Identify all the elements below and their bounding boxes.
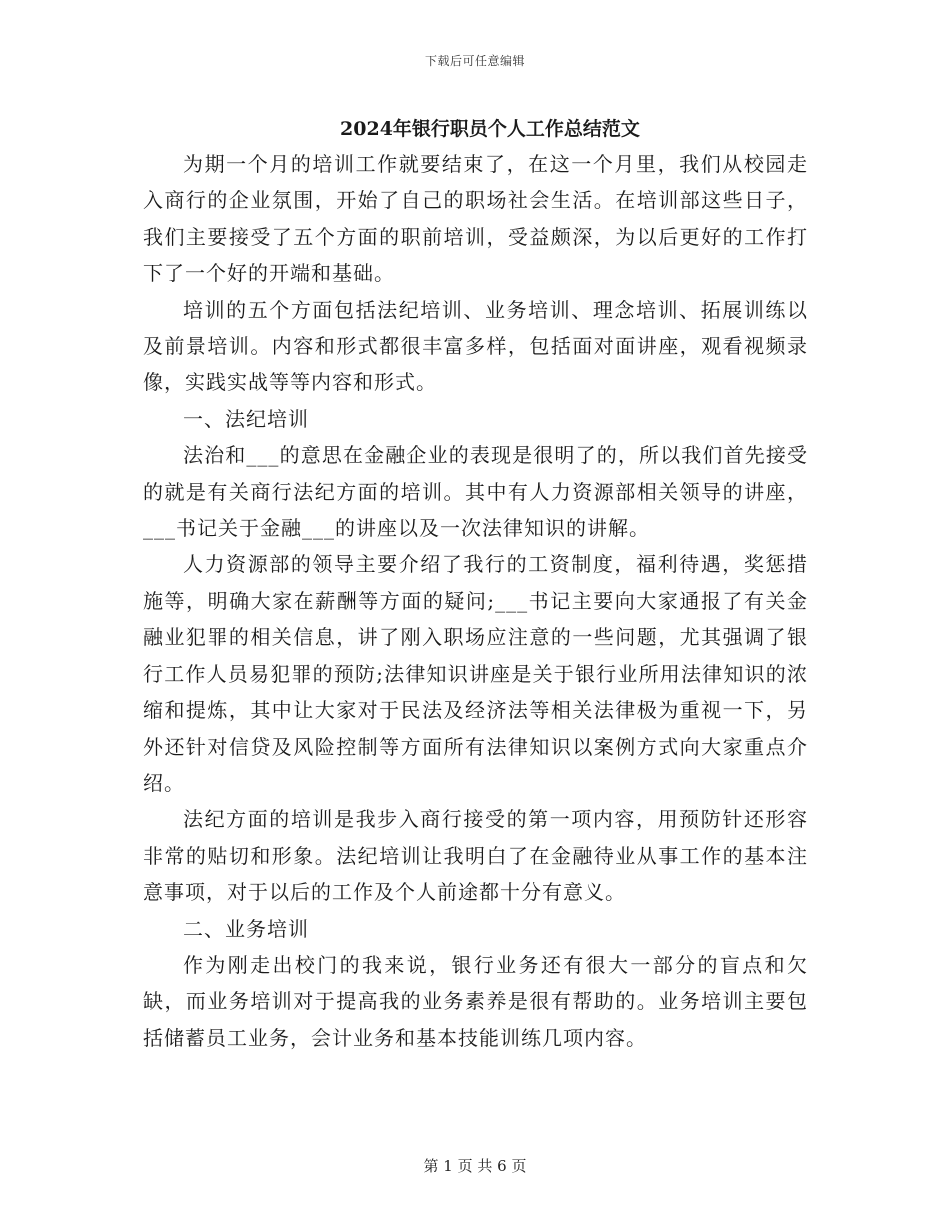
paragraph-law-3: 法纪方面的培训是我步入商行接受的第一项内容，用预防针还形容非常的贴切和形象。法纪培训让我明白了在金融待业从事工作的基本注意事项，对于以后的工作及个人前途都十分有意义。: [143, 807, 808, 905]
paragraph-overview: 培训的五个方面包括法纪培训、业务培训、理念培训、拓展训练以及前景培训。内容和形式都很丰富多样，包括面对面讲座，观看视频录像，实践实战等等内容和形式。: [143, 297, 808, 395]
paragraph-law-2: 人力资源部的领导主要介绍了我行的工资制度，福利待遇，奖惩措施等，明确大家在薪酬等方面的疑问;___书记主要向大家通报了有关金融业犯罪的相关信息，讲了刚入职场应注意的一些问题，尤其强调了银行工作人员易犯罪的预防;法律知识讲座是关于银行业所用法律知识的浓缩和提炼，其中让大家对于民法及经济法等相关法律极为重视一下，另外还针对信贷及风险控制等方面所有法律知识以案例方式向大家重点介绍。: [143, 552, 808, 795]
document-title: 2024年银行职员个人工作总结范文: [340, 118, 640, 140]
section-heading-law: 一、法纪培训: [183, 406, 309, 431]
paragraph-business-1: 作为刚走出校门的我来说，银行业务还有很大一部分的盲点和欠缺，而业务培训对于提高我的业务素养是很有帮助的。业务培训主要包括储蓄员工业务，会计业务和基本技能训练几项内容。: [143, 952, 808, 1050]
page-number: 第 1 页 共 6 页: [423, 1157, 527, 1175]
paragraph-intro: 为期一个月的培训工作就要结束了，在这一个月里，我们从校园走入商行的企业氛围，开始了自己的职场社会生活。在培训部这些日子，我们主要接受了五个方面的职前培训，受益颇深，为以后更好的工作打下了一个好的开端和基础。: [143, 152, 808, 286]
section-heading-business: 二、业务培训: [183, 916, 309, 941]
paragraph-law-1: 法治和___的意思在金融企业的表现是很明了的，所以我们首先接受的就是有关商行法纪方面的培训。其中有人力资源部相关领导的讲座，___书记关于金融___的讲座以及一次法律知识的讲解。: [143, 443, 808, 541]
header-note: 下载后可任意编辑: [424, 54, 525, 68]
document-body: [143, 146, 808, 1056]
